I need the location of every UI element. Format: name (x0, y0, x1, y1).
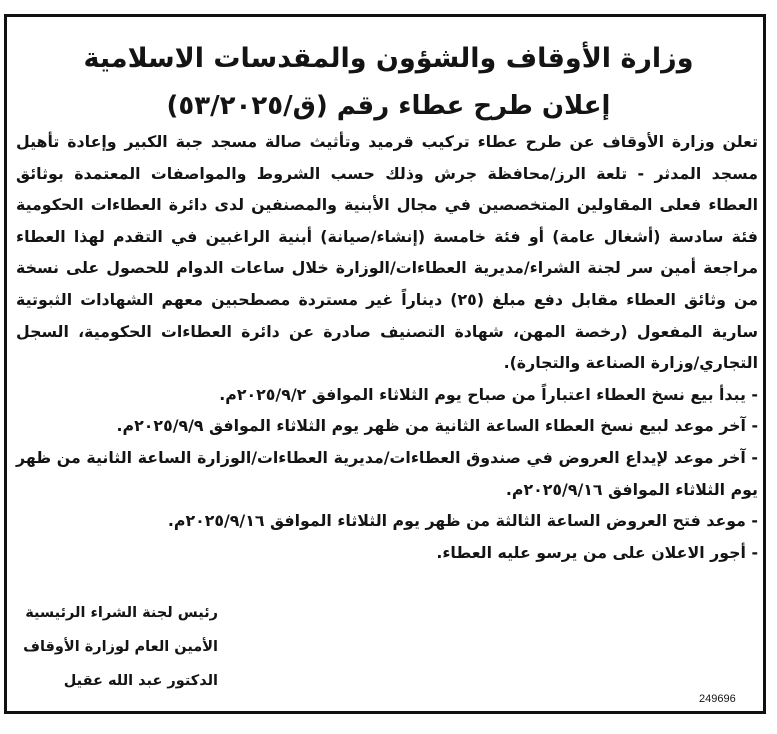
body-paragraph: تعلن وزارة الأوقاف عن طرح عطاء تركيب قرميد وتأثيث صالة مسجد جبة الكبير وإعادة تأهيل مسجد المدثر - تلعة الرز/محافظة جرش وذلك حسب الشروط والمواصفات المعتمدة بوثائق العطاء فعلى المقاولين المتخصصين في مجال الأبنية والمصنفين لدى دائرة العطاءات الحكومية فئة سادسة (أشغال عامة) أو فئة خامسة (إنشاء/صيانة) أبنية الراغبين في التقدم لهذا العطاء مراجعة أمين سر لجنة الشراء/مديرية العطاءات/الوزارة خلال ساعات الدوام للحصول على نسخة من وثائق العطاء مقابل دفع مبلغ (٢٥) ديناراً غير مستردة مصطحبين معهم الشهادات الثبوتية سارية المفعول (رخصة المهن، شهادة التصنيف صادرة عن دائرة العطاءات الحكومية، السجل التجاري/وزارة الصناعة والتجارة). (16, 132, 758, 373)
tender-title: إعلان طرح عطاء رقم (ق/٥٣/٢٠٢٥) (166, 91, 611, 121)
note-sale-deadline: - آخر موعد لبيع نسخ العطاء الساعة الثانية من ظهر يوم الثلاثاء الموافق ٢٠٢٥/٩/٩م. (116, 416, 758, 436)
reference-number: 249696 (699, 693, 736, 705)
announcement-body (16, 126, 758, 568)
signature-name: الدكتور عبد الله عقيل (63, 673, 218, 689)
ministry-title: وزارة الأوقاف والشؤون والمقدسات الاسلامية (83, 43, 694, 74)
signature-committee-head: رئيس لجنة الشراء الرئيسية (25, 605, 218, 621)
note-sale-start: - يبدأ بيع نسخ العطاء اعتباراً من صباح يوم الثلاثاء الموافق ٢٠٢٥/٩/٢م. (219, 384, 758, 404)
signature-block (18, 596, 218, 698)
note-submission-deadline: - آخر موعد لإيداع العروض في صندوق العطاءات/مديرية العطاءات/الوزارة الساعة الثانية من ظهر يوم الثلاثاء الموافق ٢٠٢٥/٩/١٦م. (16, 447, 758, 499)
note-bid-opening: - موعد فتح العروض الساعة الثالثة من ظهر يوم الثلاثاء الموافق ٢٠٢٥/٩/١٦م. (167, 511, 758, 531)
note-ad-fees: - أجور الاعلان على من يرسو عليه العطاء. (436, 542, 758, 562)
signature-secretary-general: الأمين العام لوزارة الأوقاف (23, 639, 218, 655)
